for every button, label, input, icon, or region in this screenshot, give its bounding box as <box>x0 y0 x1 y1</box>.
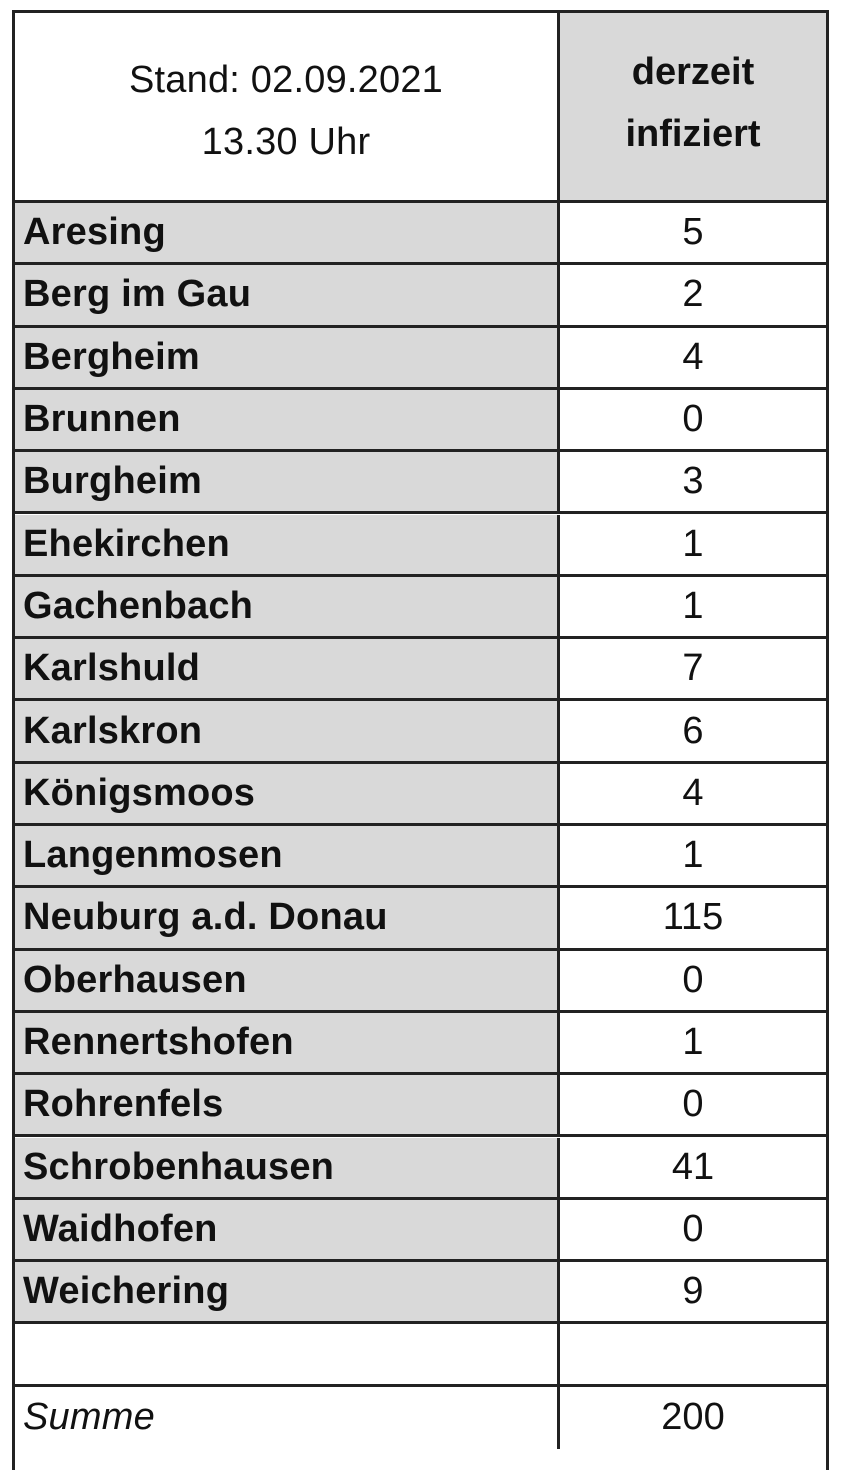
summary-value: 200 <box>560 1387 826 1449</box>
table-row <box>15 826 826 888</box>
table-row <box>15 639 826 701</box>
infected-count: 6 <box>560 701 826 760</box>
municipality-name: Berg im Gau <box>15 265 560 324</box>
infected-count: 1 <box>560 1013 826 1072</box>
municipality-name: Aresing <box>15 203 560 262</box>
infection-table <box>12 10 829 1470</box>
infected-count: 0 <box>560 1075 826 1134</box>
infected-count: 3 <box>560 452 826 511</box>
infected-count: 1 <box>560 515 826 574</box>
table-row <box>15 515 826 577</box>
municipality-name: Gachenbach <box>15 577 560 636</box>
header-date-cell <box>15 13 560 200</box>
infected-count: 5 <box>560 203 826 262</box>
table-row <box>15 1200 826 1262</box>
municipality-name: Oberhausen <box>15 951 560 1010</box>
table-row <box>15 328 826 390</box>
infected-count: 41 <box>560 1138 826 1197</box>
municipality-name: Neuburg a.d. Donau <box>15 888 560 947</box>
summary-label: Summe <box>15 1387 560 1449</box>
table-row <box>15 577 826 639</box>
table-summary-row <box>15 1387 826 1449</box>
infected-count: 115 <box>560 888 826 947</box>
municipality-name: Brunnen <box>15 390 560 449</box>
infected-count: 0 <box>560 1200 826 1259</box>
infected-count: 2 <box>560 265 826 324</box>
infected-count: 4 <box>560 328 826 387</box>
table-row <box>15 452 826 514</box>
municipality-name: Bergheim <box>15 328 560 387</box>
empty-value-cell <box>560 1324 826 1383</box>
municipality-name: Langenmosen <box>15 826 560 885</box>
municipality-name: Burgheim <box>15 452 560 511</box>
table-row <box>15 1013 826 1075</box>
municipality-name: Königsmoos <box>15 764 560 823</box>
infected-count: 9 <box>560 1262 826 1321</box>
municipality-name: Rennertshofen <box>15 1013 560 1072</box>
header-infected-line1: derzeit <box>631 50 755 93</box>
municipality-name: Karlskron <box>15 701 560 760</box>
infected-count: 7 <box>560 639 826 698</box>
stand-date: Stand: 02.09.2021 <box>128 58 443 101</box>
municipality-name: Karlshuld <box>15 639 560 698</box>
table-row <box>15 951 826 1013</box>
municipality-name: Rohrenfels <box>15 1075 560 1134</box>
table-row <box>15 764 826 826</box>
table-row <box>15 888 826 950</box>
empty-name-cell <box>15 1324 560 1383</box>
infected-count: 0 <box>560 951 826 1010</box>
municipality-name: Weichering <box>15 1262 560 1321</box>
table-row <box>15 390 826 452</box>
infected-count: 1 <box>560 577 826 636</box>
municipality-name: Ehekirchen <box>15 515 560 574</box>
table-row <box>15 203 826 265</box>
header-infected-line2: infiziert <box>625 112 761 155</box>
table-row <box>15 1262 826 1324</box>
infected-count: 1 <box>560 826 826 885</box>
table-header-row <box>15 13 826 203</box>
table-empty-row <box>15 1324 826 1386</box>
infected-count: 4 <box>560 764 826 823</box>
infected-count: 0 <box>560 390 826 449</box>
municipality-name: Schrobenhausen <box>15 1138 560 1197</box>
header-infected-cell <box>560 13 826 200</box>
table-row <box>15 265 826 327</box>
table-row <box>15 1075 826 1137</box>
stand-time: 13.30 Uhr <box>201 120 371 163</box>
municipality-name: Waidhofen <box>15 1200 560 1259</box>
table-row <box>15 1138 826 1200</box>
table-row <box>15 701 826 763</box>
